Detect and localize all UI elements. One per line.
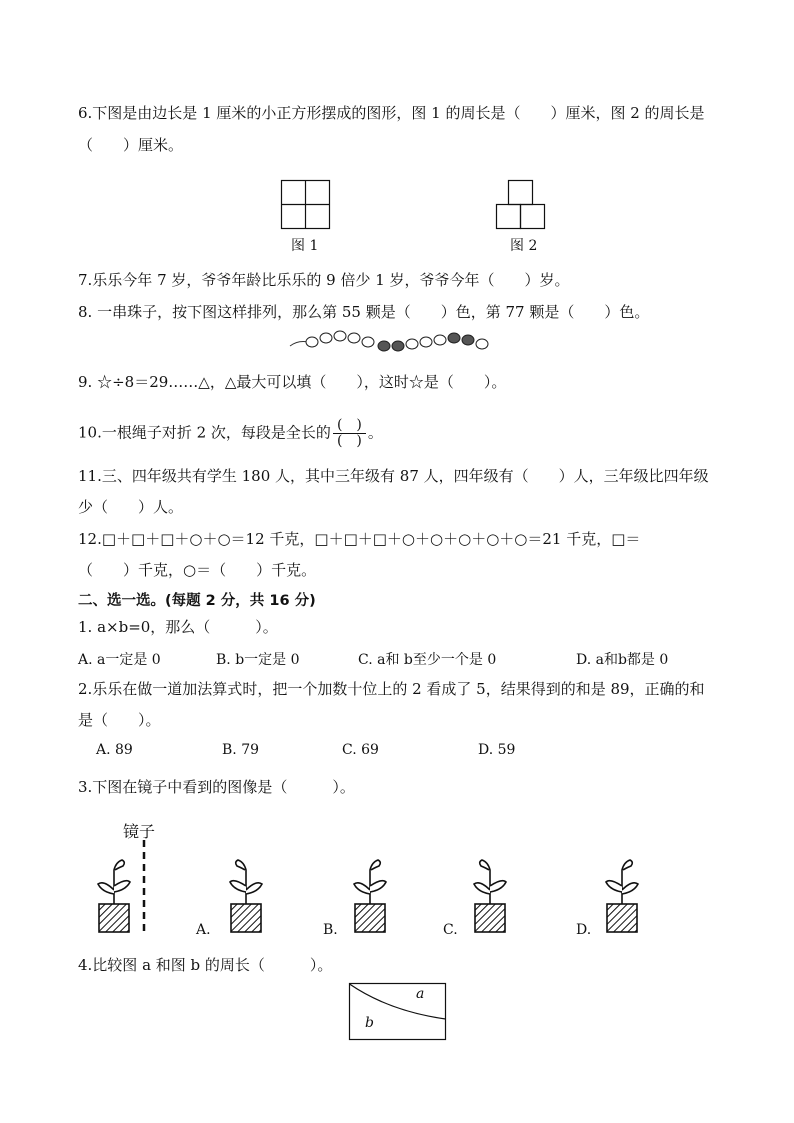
q10-text: 10.一根绳子对折 2 次，每段是全长的	[78, 423, 331, 442]
s2q2-option-b: B. 79	[222, 742, 260, 758]
s2q3-option-b: B.	[323, 922, 338, 938]
figure-1-caption: 图 1	[291, 238, 319, 254]
plant-option-b-icon	[352, 856, 388, 934]
s2q3-option-a: A.	[196, 922, 211, 938]
s2q2-option-a: A. 89	[96, 742, 133, 758]
plant-option-d-icon	[604, 856, 640, 934]
q12-line1: 12.□＋□＋□＋○＋○＝12 千克，□＋□＋□＋○＋○＋○＋○＋○＝21 千克，□＝	[78, 530, 641, 548]
mirror-label: 镜子	[123, 822, 156, 841]
q11-line2: 少（ ）人。	[78, 498, 184, 516]
q8: 8. 一串珠子，按下图这样排列，那么第 55 颗是（ ）色，第 77 颗是（ ）色。	[78, 303, 650, 321]
s2q2-option-d: D. 59	[478, 742, 516, 758]
s2q3-option-c: C.	[443, 922, 458, 938]
q6-line2: （ ）厘米。	[78, 136, 184, 154]
s2q3-stem: 3.下图在镜子中看到的图像是（ ）。	[78, 778, 355, 796]
s2q1-option-b: B. b一定是 0	[216, 652, 300, 668]
region-a-label: a	[416, 986, 425, 1002]
plant-original-icon	[96, 856, 132, 934]
q10-text-after: 。	[367, 423, 383, 442]
q6-line1: 6.下图是由边长是 1 厘米的小正方形摆成的图形，图 1 的周长是（ ）厘米，图 2 的周长是	[78, 104, 705, 122]
s2q4-stem: 4.比较图 a 和图 b 的周长（ ）。	[78, 956, 333, 974]
q10	[78, 418, 383, 449]
q10-fraction	[333, 418, 366, 449]
s2q2-line2: 是（ ）。	[78, 711, 161, 729]
bead-string-illustration	[288, 330, 498, 356]
section-2-title: 二、选一选。(每题 2 分，共 16 分)	[78, 593, 316, 609]
rectangle-figure-a-b	[349, 983, 447, 1041]
region-b-label: b	[365, 1015, 374, 1031]
plant-option-c-icon	[472, 856, 508, 934]
q7: 7.乐乐今年 7 岁，爷爷年龄比乐乐的 9 倍少 1 岁，爷爷今年（ ）岁。	[78, 271, 570, 289]
s2q1-option-a: A. a一定是 0	[78, 652, 161, 668]
s2q1-option-d: D. a和b都是 0	[576, 652, 669, 668]
figure-2-caption: 图 2	[510, 238, 538, 254]
q9: 9. ☆÷8＝29……△，△最大可以填（ ），这时☆是（ ）。	[78, 373, 507, 391]
figure-2-squares	[496, 180, 548, 232]
q12-line2: （ ）千克，○＝（ ）千克。	[78, 561, 317, 579]
s2q3-option-d: D.	[576, 922, 592, 938]
q11-line1: 11.三、四年级共有学生 180 人，其中三年级有 87 人，四年级有（ ）人，三年级比四年级	[78, 467, 709, 485]
figure-1-squares	[281, 180, 331, 230]
plant-option-a-icon	[228, 856, 264, 934]
s2q2-option-c: C. 69	[342, 742, 379, 758]
s2q1-stem: 1. a×b=0，那么（ ）。	[78, 618, 278, 636]
s2q1-option-c: C. a和 b至少一个是 0	[358, 652, 497, 668]
mirror-dashed-line	[141, 840, 147, 932]
s2q2-line1: 2.乐乐在做一道加法算式时，把一个加数十位上的 2 看成了 5，结果得到的和是 89，正确的和	[78, 680, 705, 698]
q10-numerator: ( )	[333, 418, 366, 434]
q10-denominator: ( )	[336, 433, 362, 449]
